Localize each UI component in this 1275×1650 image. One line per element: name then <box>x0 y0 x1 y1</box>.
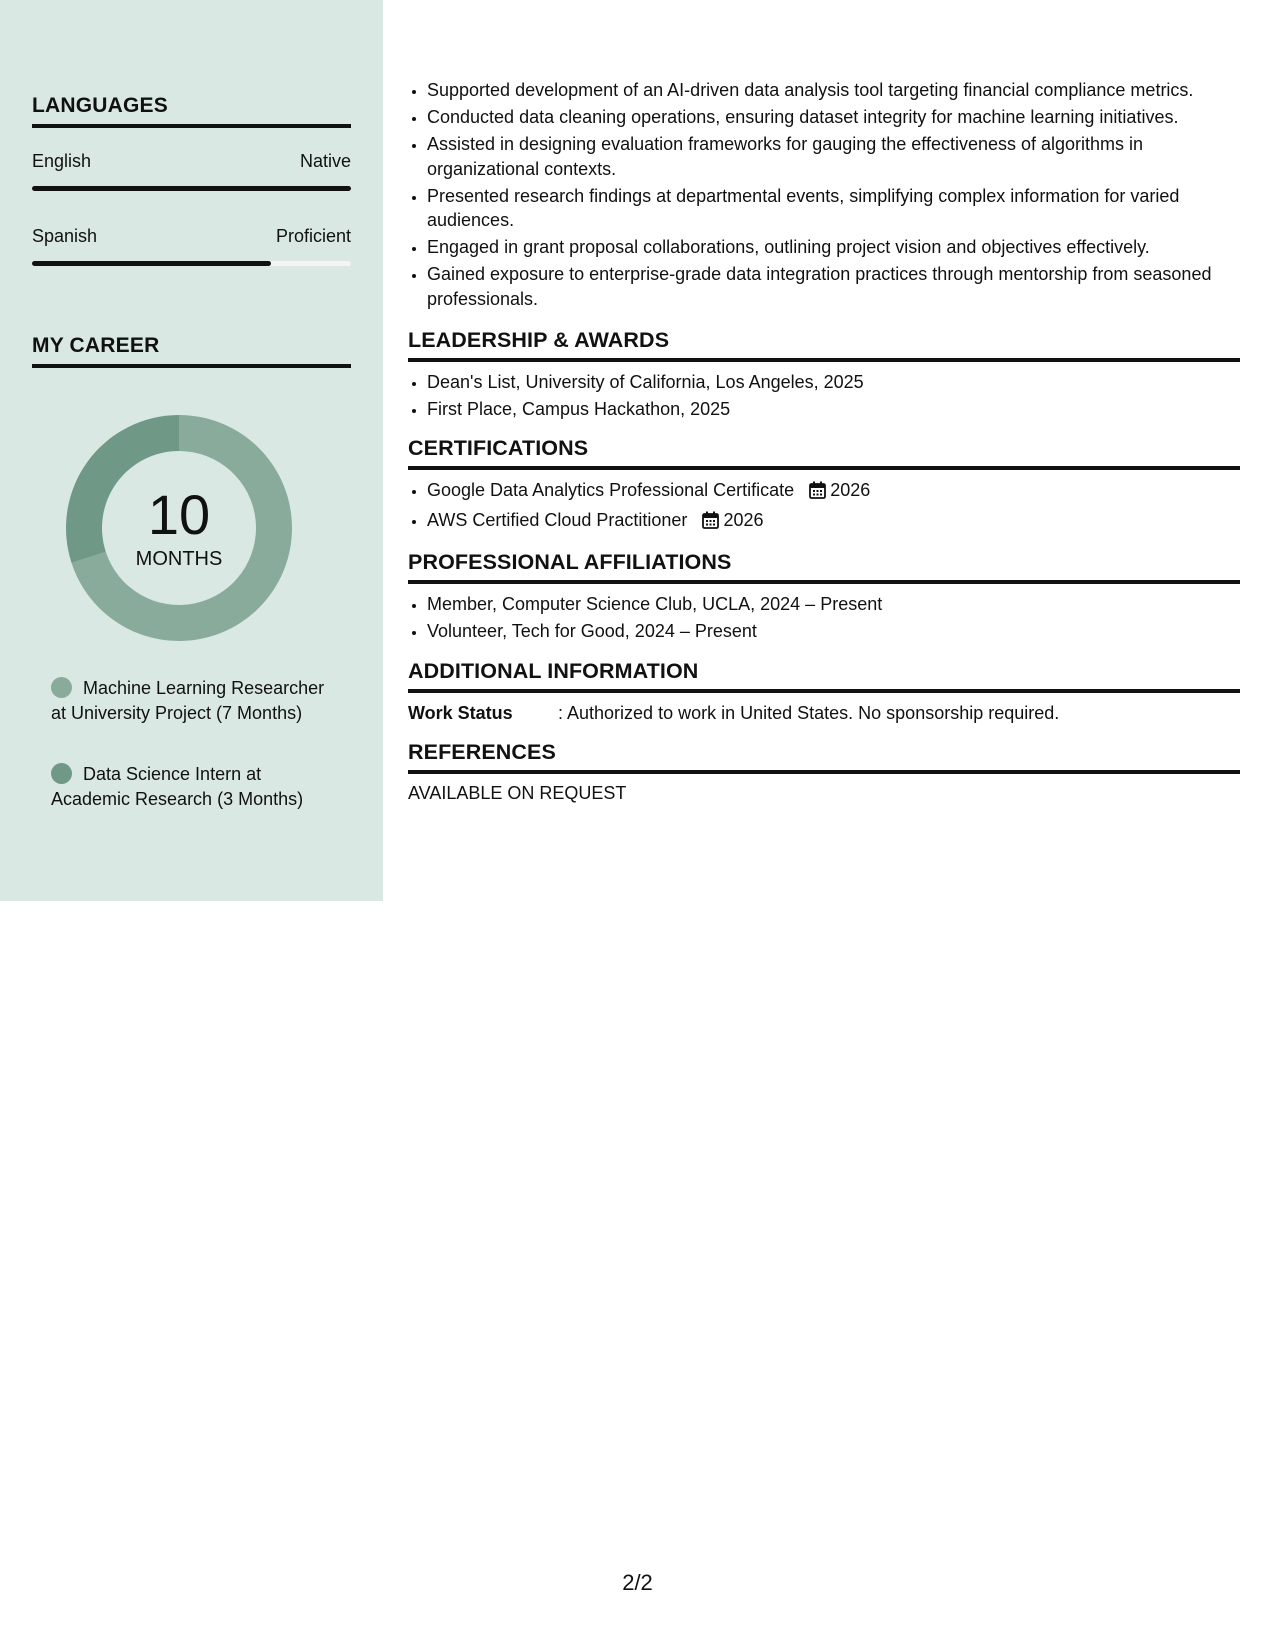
affiliations-heading: PROFESSIONAL AFFILIATIONS <box>408 550 1240 584</box>
languages-section <box>32 94 351 266</box>
experience-bullet: • Conducted data cleaning operations, ensuring dataset integrity for machine learning initiatives. <box>427 105 1240 130</box>
affiliations-section <box>408 550 1240 644</box>
certifications-list <box>408 478 1240 536</box>
experience-bullet: • Supported development of an AI-driven data analysis tool targeting financial compliance metrics. <box>427 78 1240 103</box>
legend-dot <box>51 677 72 698</box>
experience-bullet: • Assisted in designing evaluation frameworks for gauging the effectiveness of algorithms in organizational contexts. <box>427 132 1240 181</box>
certifications-section <box>408 436 1240 536</box>
language-name: English <box>32 151 92 171</box>
leadership-heading: LEADERSHIP & AWARDS <box>408 328 1240 362</box>
career-section <box>32 334 351 368</box>
languages-heading: LANGUAGES <box>32 94 351 128</box>
certifications-heading: CERTIFICATIONS <box>408 436 1240 470</box>
references-heading: REFERENCES <box>408 740 1240 774</box>
language-level: Proficient <box>275 226 351 246</box>
certification-name: AWS Certified Cloud Practitioner <box>427 509 688 530</box>
leadership-item: • First Place, Campus Hackathon, 2025 <box>427 397 1240 422</box>
certification-year: 2026 <box>723 509 764 530</box>
certification-item <box>427 478 1240 506</box>
sidebar <box>0 0 383 901</box>
career-total-unit: MONTHS <box>135 548 223 570</box>
calendar-icon <box>809 481 826 506</box>
references-section <box>408 740 1240 804</box>
leadership-item: • Dean's List, University of California, Los Angeles, 2025 <box>427 370 1240 395</box>
main-column <box>408 78 1240 804</box>
language-proficiency-fill <box>32 261 271 266</box>
experience-bullets <box>408 78 1240 311</box>
work-status-row <box>408 701 1240 725</box>
legend-dot <box>51 763 72 784</box>
affiliation-item: • Volunteer, Tech for Good, 2024 – Present <box>427 619 1240 644</box>
work-status-label: Work Status <box>408 702 513 723</box>
additional-info-heading: ADDITIONAL INFORMATION <box>408 659 1240 693</box>
legend-label: Data Science Intern at Academic Research (3 Months) <box>51 764 304 809</box>
career-legend-item <box>51 762 341 811</box>
certification-item <box>427 508 1240 536</box>
leadership-section <box>408 328 1240 422</box>
affiliations-list <box>408 592 1240 644</box>
career-heading: MY CAREER <box>32 334 351 368</box>
work-status-value: : Authorized to work in United States. No sponsorship required. <box>558 702 1060 723</box>
leadership-list <box>408 370 1240 422</box>
page-number: 2/2 <box>622 1570 653 1595</box>
certification-name: Google Data Analytics Professional Certificate <box>427 479 795 500</box>
additional-info-section <box>408 659 1240 725</box>
donut-center <box>66 415 292 641</box>
language-level: Native <box>299 151 351 171</box>
legend-label: Machine Learning Researcher at University Project (7 Months) <box>51 678 325 723</box>
career-donut-chart <box>66 415 292 641</box>
affiliation-item: • Member, Computer Science Club, UCLA, 2024 – Present <box>427 592 1240 617</box>
language-proficiency-bar <box>32 261 351 266</box>
language-proficiency-fill <box>32 186 351 191</box>
language-english <box>32 151 351 191</box>
language-name: Spanish <box>32 226 98 246</box>
language-spanish <box>32 226 351 266</box>
certification-year: 2026 <box>830 479 871 500</box>
career-legend-item <box>51 676 341 725</box>
experience-bullet: • Presented research findings at departmental events, simplifying complex information for varied audiences. <box>427 184 1240 233</box>
experience-bullet: • Gained exposure to enterprise-grade data integration practices through mentorship from seasoned professionals. <box>427 262 1240 311</box>
career-total-value: 10 <box>147 483 211 546</box>
experience-bullet: • Engaged in grant proposal collaborations, outlining project vision and objectives effectively. <box>427 235 1240 260</box>
calendar-icon <box>702 511 719 536</box>
references-text: AVAILABLE ON REQUEST <box>408 782 627 803</box>
language-proficiency-bar <box>32 186 351 191</box>
